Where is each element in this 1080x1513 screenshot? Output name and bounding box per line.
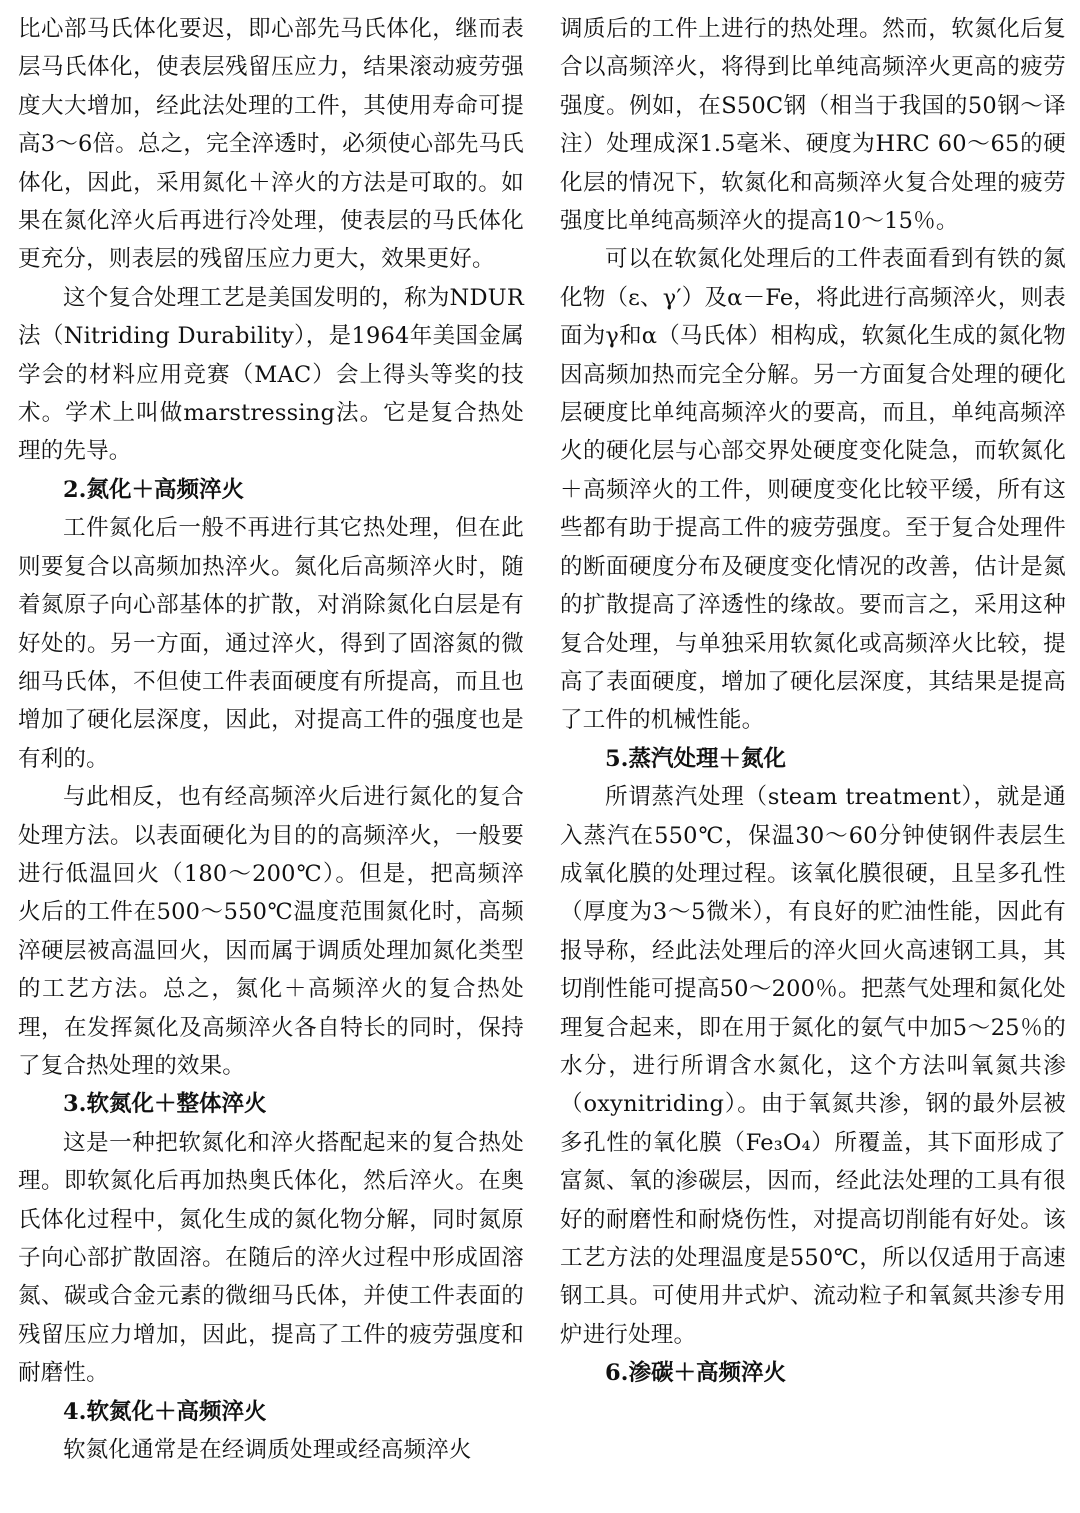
paragraph-left-1: 比心部马氏体化要迟，即心部先马氏体化，继而表层马氏体化，使表层残留压应力，结果滚动疲劳强度大大增加，经此法处理的工件，其使用寿命可提高3～6倍。总之，完全淬透时，必须使心部先马氏体化，因此，采用氮化＋淬火的方法是可取的。如果在氮化淬火后再进行冷处理，使表层的马氏体化更充分，则表层的残留压应力更大，效果更好。 <box>18 16 524 273</box>
right-column <box>558 10 1066 1513</box>
paragraph-right-2: 可以在软氮化处理后的工件表面看到有铁的氮化物（ε、γ′）及α－Fe，将此进行高频淬火，则表面为γ和α（马氏体）相构成，软氮化生成的氮化物因高频加热而完全分解。另一方面复合处理的硬化层硬度比单纯高频淬火的要高，而且，单纯高频淬火的硬化层与心部交界处硬度变化陡急，而软氮化＋高频淬火的工件，则硬度变化比较平缓，所有这些都有助于提高工件的疲劳强度。至于复合处理件的断面硬度分布及硬度变化情况的改善，估计是氮的扩散提高了淬透性的缘故。要而言之，采用这种复合处理，与单独采用软氮化或高频淬火比较，提高了表面硬度，增加了硬化层深度，其结果是提高了工件的机械性能。 <box>560 246 1066 734</box>
left-column <box>18 10 526 1513</box>
section-heading-6: 6.渗碳＋高频淬火 <box>605 1360 786 1387</box>
paragraph-left-4: 与此相反，也有经高频淬火后进行氮化的复合处理方法。以表面硬化为目的的高频淬火，一般要进行低温回火（180～200℃）。但是，把高频淬火后的工件在500～550℃温度范围氮化时，高频淬硬层被高温回火，因而属于调质处理加氮化类型的工艺方法。总之，氮化＋高频淬火的复合热处理，在发挥氮化及高频淬火各自特长的同时，保持了复合热处理的效果。 <box>18 784 524 1079</box>
section-heading-2: 2.氮化＋高频淬火 <box>63 476 244 503</box>
paragraph-left-2: 这个复合处理工艺是美国发明的，称为NDUR法（Nitriding Durability），是1964年美国金属学会的材料应用竞赛（MAC）会上得头等奖的技术。学术上叫做marstressing法。它是复合热处理的先导。 <box>18 284 524 465</box>
paragraph-left-3: 工件氮化后一般不再进行其它热处理，但在此则要复合以高频加热淬火。氮化后高频淬火时，随着氮原子向心部基体的扩散，对消除氮化白层是有好处的。另一方面，通过淬火，得到了固溶氮的微细马氏体，不但使工件表面硬度有所提高，而且也增加了硬化层深度，因此，对提高工件的强度也是有利的。 <box>18 515 524 772</box>
section-heading-4: 4.软氮化＋高频淬火 <box>63 1398 267 1425</box>
paragraph-left-6: 软氮化通常是在经调质处理或经高频淬火 <box>63 1437 472 1464</box>
paragraph-right-1: 调质后的工件上进行的热处理。然而，软氮化后复合以高频淬火，将得到比单纯高频淬火更高的疲劳强度。例如，在S50C钢（相当于我国的50钢～译注）处理成深1.5毫米、硬度为HRC 60～65的硬化层的情况下，软氮化和高频淬火复合处理的疲劳强度比单纯高频淬火的提高10～15％。 <box>560 16 1066 235</box>
paragraph-right-3: 所谓蒸汽处理（steam treatment），就是通入蒸汽在550℃，保温30～60分钟使钢件表层生成氧化膜的处理过程。该氧化膜很硬，且呈多孔性（厚度为3～5微米），有良好的贮油性能，因此有报导称，经此法处理后的淬火回火高速钢工具，其切削性能可提高50～200％。把蒸气处理和氮化处理复合起来，即在用于氮化的氨气中加5～25％的水分，进行所谓含水氮化，这个方法叫氧氮共渗（oxynitriding）。由于氧氮共渗，钢的最外层被多孔性的氧化膜（Fe₃O₄）所覆盖，其下面形成了富氮、氧的渗碳层，因而，经此法处理的工具有很好的耐磨性和耐烧伤性，对提高切削能有好处。该工艺方法的处理温度是550℃，所以仅适用于高速钢工具。可使用井式炉、流动粒子和氧氮共渗专用炉进行处理。 <box>560 784 1066 1348</box>
section-heading-5: 5.蒸汽处理＋氮化 <box>605 745 786 772</box>
section-heading-3: 3.软氮化＋整体淬火 <box>63 1091 267 1118</box>
paragraph-left-5: 这是一种把软氮化和淬火搭配起来的复合热处理。即软氮化后再加热奥氏体化，然后淬火。在奥氏体化过程中，氮化生成的氮化物分解，同时氮原子向心部扩散固溶。在随后的淬火过程中形成固溶氮、碳或合金元素的微细马氏体，并使工件表面的残留压应力增加，因此，提高了工件的疲劳强度和耐磨性。 <box>18 1129 524 1387</box>
